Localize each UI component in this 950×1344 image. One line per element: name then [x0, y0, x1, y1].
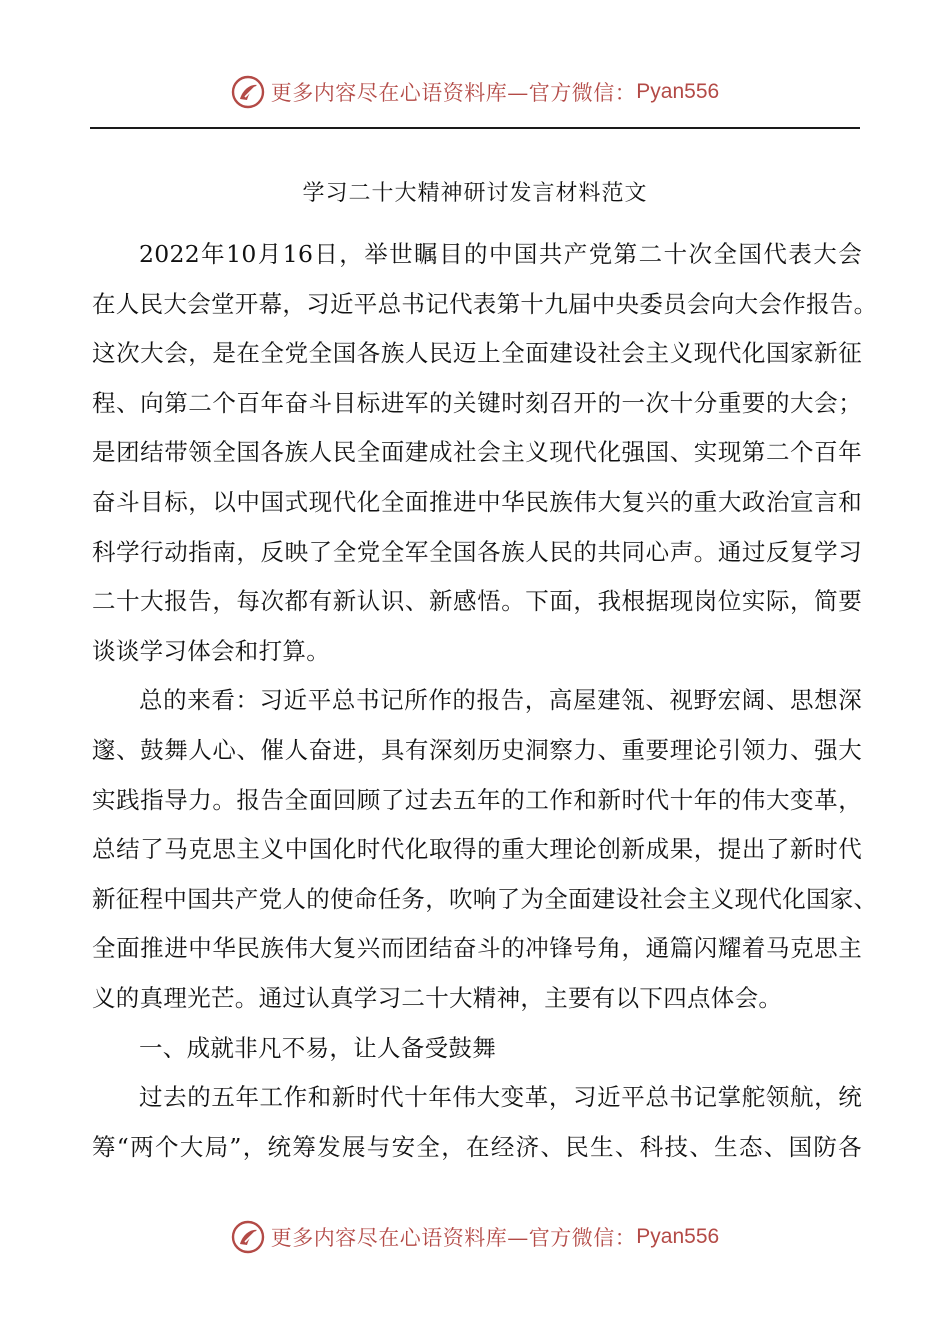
text-line: 筹“两个大局”，统筹发展与安全，在经济、民生、科技、生态、国防各: [92, 1132, 862, 1161]
banner-text: 更多内容尽在心语资料库—官方微信：: [270, 81, 637, 105]
text-line: 科学行动指南，反映了全党全军全国各族人民的共同心声。通过反复学习: [92, 537, 862, 566]
header-watermark-banner: [0, 72, 950, 112]
brand-logo-icon: [231, 75, 265, 109]
text-line: 新征程中国共产党人的使命任务，吹响了为全面建设社会主义现代化国家、: [92, 884, 878, 913]
text-line: 总结了马克思主义中国化时代化取得的重大理论创新成果，提出了新时代: [92, 835, 862, 864]
banner-text: 更多内容尽在心语资料库—官方微信：: [270, 1226, 637, 1250]
banner-wechat-id: Pyan556: [636, 80, 720, 103]
text-line: 总的来看：习近平总书记所作的报告，高屋建瓴、视野宏阔、思想深: [139, 686, 862, 715]
text-line: 义的真理光芒。通过认真学习二十大精神，主要有以下四点体会。: [92, 983, 783, 1012]
text-line: 是团结带领全国各族人民全面建成社会主义现代化强国、实现第二个百年: [92, 438, 862, 467]
footer-watermark-banner: [0, 1217, 950, 1257]
header-divider: [90, 127, 860, 129]
document-body: [92, 230, 878, 1172]
text-line: 程、向第二个百年奋斗目标进军的关键时刻召开的一次十分重要的大会；: [92, 388, 862, 417]
text-line: 过去的五年工作和新时代十年伟大变革，习近平总书记掌舵领航，统: [139, 1083, 862, 1112]
brand-logo-icon: [231, 1220, 265, 1254]
text-line: 谈谈学习体会和打算。: [92, 636, 330, 665]
text-line: 邃、鼓舞人心、催人奋进，具有深刻历史洞察力、重要理论引领力、强大: [92, 735, 862, 764]
section-heading: 一、成就非凡不易，让人备受鼓舞: [139, 1033, 496, 1062]
text-line: 奋斗目标，以中国式现代化全面推进中华民族伟大复兴的重大政治宣言和: [92, 487, 862, 516]
text-line: 全面推进中华民族伟大复兴而团结奋斗的冲锋号角，通篇闪耀着马克思主: [92, 934, 862, 963]
text-line: 实践指导力。报告全面回顾了过去五年的工作和新时代十年的伟大变革，: [92, 785, 862, 814]
text-line: 2022年10月16日，举世瞩目的中国共产党第二十次全国代表大会: [139, 240, 862, 268]
document-title: 学习二十大精神研讨发言材料范文: [302, 181, 648, 206]
text-line: 这次大会，是在全党全国各族人民迈上全面建设社会主义现代化国家新征: [92, 339, 862, 368]
banner-wechat-id: Pyan556: [636, 1225, 720, 1248]
text-line: 二十大报告，每次都有新认识、新感悟。下面，我根据现岗位实际，简要: [92, 587, 862, 616]
text-line: 在人民大会堂开幕，习近平总书记代表第十九届中央委员会向大会作报告。: [92, 289, 878, 318]
